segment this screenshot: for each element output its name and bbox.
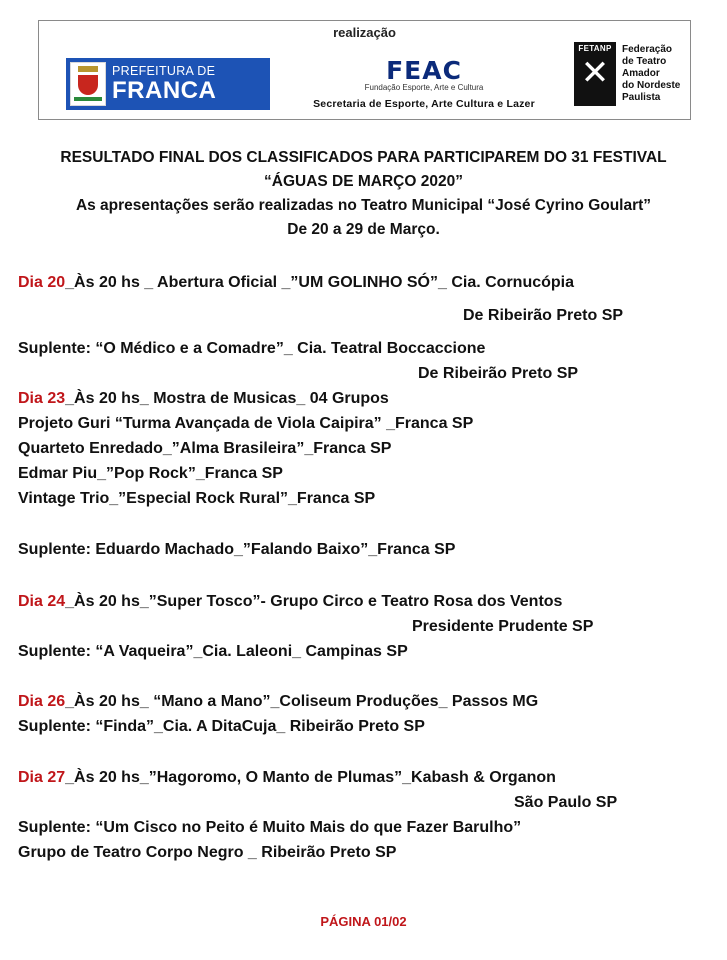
day-20-suplente-city: De Ribeirão Preto SP: [418, 365, 579, 382]
day-24-city: Presidente Prudente SP: [412, 618, 594, 635]
day-20-suplente: Suplente: “O Médico e a Comadre”_ Cia. Teatral Boccaccione: [18, 340, 486, 357]
fetanp-mark-icon: FETANP ✕: [574, 42, 616, 106]
page-number: PÁGINA 01/02: [320, 914, 407, 929]
day-label: Dia 27: [18, 769, 66, 786]
day-27-suplente-group: Grupo de Teatro Corpo Negro _ Ribeirão Preto SP: [18, 844, 397, 861]
day-20-main: _Às 20 hs _ Abertura Oficial _”UM GOLINHO SÓ”_ Cia. Cornucópia: [65, 274, 574, 291]
fetanp-abbr: FETANP: [578, 44, 612, 53]
day-27-city: São Paulo SP: [514, 794, 618, 811]
day-27-entry: [18, 768, 556, 788]
feac-subtitle: Fundação Esporte, Arte e Cultura: [364, 83, 484, 92]
prefeitura-line1: PREFEITURA DE: [112, 63, 216, 78]
title-line-2: “ÁGUAS DE MARÇO 2020”: [264, 173, 463, 190]
day-23-group: Projeto Guri “Turma Avançada de Viola Caipira” _Franca SP: [18, 415, 474, 432]
day-23-main: _Às 20 hs_ Mostra de Musicas_ 04 Grupos: [65, 390, 389, 407]
day-26-main: _Às 20 hs_ “Mano a Mano”_Coliseum Produções_ Passos MG: [65, 693, 539, 710]
title-line-3: As apresentações serão realizadas no Teatro Municipal “José Cyrino Goulart”: [75, 197, 652, 214]
feac-logo: FEAC: [386, 56, 462, 85]
day-24-suplente: Suplente: “A Vaqueira”_Cia. Laleoni_ Campinas SP: [18, 643, 408, 660]
day-27-suplente: Suplente: “Um Cisco no Peito é Muito Mais do que Fazer Barulho”: [18, 819, 522, 836]
day-20-city: De Ribeirão Preto SP: [463, 307, 624, 324]
fetanp-name: Federação de Teatro Amador do Nordeste Paulista: [622, 44, 681, 103]
day-23-entry: [18, 389, 389, 409]
day-label: Dia 24: [18, 593, 66, 610]
secretaria-label: Secretaria de Esporte, Arte Cultura e Lazer: [313, 98, 535, 110]
day-26-suplente: Suplente: “Finda”_Cia. A DitaCuja_ Ribeirão Preto SP: [18, 718, 425, 735]
day-24-entry: [18, 592, 562, 612]
day-23-group: Quarteto Enredado_”Alma Brasileira”_Franca SP: [18, 440, 392, 457]
day-24-main: _Às 20 hs_”Super Tosco”- Grupo Circo e Teatro Rosa dos Ventos: [65, 593, 563, 610]
title-line-4: De 20 a 29 de Março.: [287, 221, 440, 238]
day-20-entry: [18, 273, 574, 293]
day-label: Dia 26: [18, 693, 66, 710]
day-23-suplente: Suplente: Eduardo Machado_”Falando Baixo”_Franca SP: [18, 541, 456, 558]
day-label: Dia 23: [18, 390, 66, 407]
day-27-main: _Às 20 hs_”Hagoromo, O Manto de Plumas”_Kabash & Organon: [65, 769, 556, 786]
realizacao-label: realização: [333, 25, 396, 40]
day-26-entry: [18, 692, 538, 712]
prefeitura-line2: FRANCA: [112, 77, 217, 105]
title-line-1: RESULTADO FINAL DOS CLASSIFICADOS PARA PARTICIPAREM DO 31 FESTIVAL: [60, 149, 667, 166]
day-23-group: Vintage Trio_”Especial Rock Rural”_Franca SP: [18, 490, 376, 507]
day-label: Dia 20: [18, 274, 66, 291]
day-23-group: Edmar Piu_”Pop Rock”_Franca SP: [18, 465, 283, 482]
